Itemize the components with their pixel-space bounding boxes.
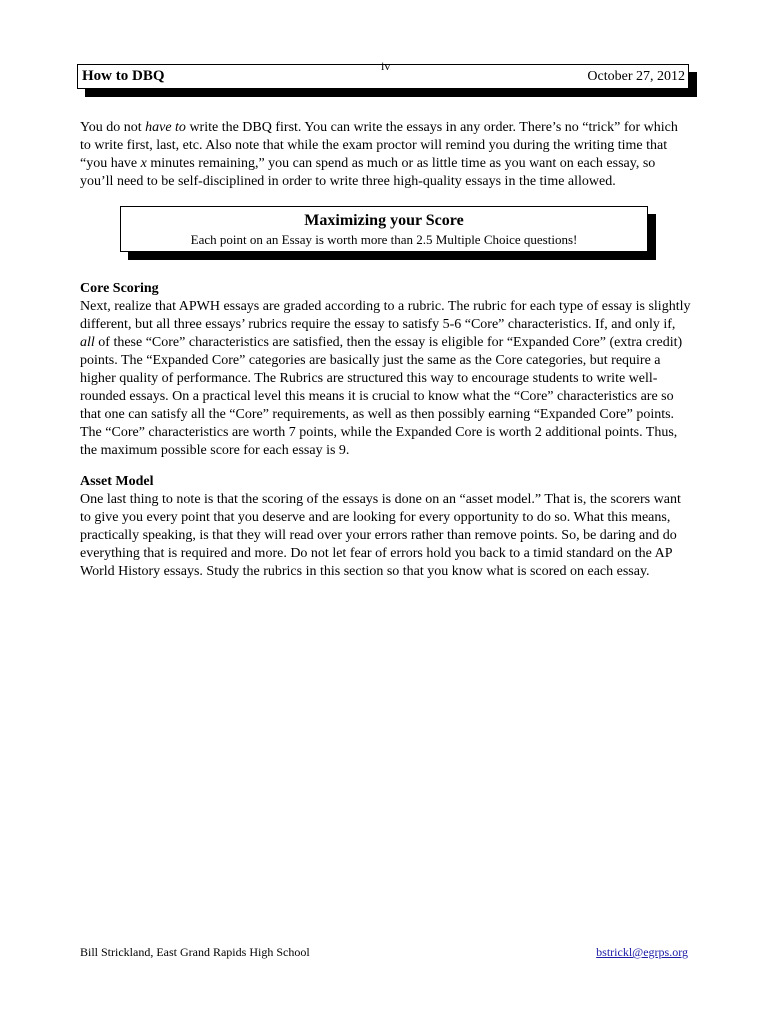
core-scoring-heading: Core Scoring [80,281,159,296]
intro-text-1: You do not [80,120,146,135]
page-header [77,59,689,89]
header-title: How to DBQ [82,68,165,84]
footer-email-link[interactable]: bstrickl@egrps.org [596,945,688,959]
page-number: iv [381,59,391,73]
footer-author: Bill Strickland, East Grand Rapids High School [80,945,310,959]
callout-text: Each point on an Essay is worth more than 2.5 Multiple Choice questions! [190,232,578,247]
intro-emphasis-2: x [140,156,147,171]
asset-model-heading: Asset Model [80,474,154,489]
intro-paragraph [80,119,692,191]
score-callout [120,206,648,252]
intro-text-3: minutes remaining,” you can spend as much or as little time as you want on each essay, so you’ll need to be self-disciplined in order to write three high-quality essays in the time allowed. [80,156,656,189]
intro-text-2: write the DBQ first. You can write the essays in any order. There’s no “trick” for which to write first, last, etc. Also note that while the exam proctor will remind you during the writing time that “you have [80,120,678,171]
asset-model-paragraph: One last thing to note is that the scoring of the essays is done on an “asset model.” That is, the scorers want to give you every point that you deserve and are looking for every opportunity to do so. What this means, practically speaking, is that they will read over your errors rather than remove points. So, be daring and do everything that is required and more. Do not let fear of errors hold you back to a timid standard on the AP World History essays. Study the rubrics in this section so that you know what is scored on each essay. [80,492,681,579]
core-text-2: of these “Core” characteristics are satisfied, then the essay is eligible for “Expanded Core” (extra credit) points. The “Expanded Core” categories are basically just the same as the Core categories, but require a higher quality of performance. The Rubrics are structured this way to encourage students to write well-rounded essays. On a practical level this means it is crucial to know what the “Core” characteristics are so that one can satisfy all the “Core” requirements, as well as then possibly earning “Expanded Core” points. The “Core” characteristics are worth 7 points, while the Expanded Core is worth 2 additional points. Thus, the maximum possible score for each essay is 9. [80,335,683,458]
core-emphasis: all [80,335,95,350]
callout-title: Maximizing your Score [304,212,464,229]
header-date: October 27, 2012 [587,69,685,84]
core-scoring-paragraph [80,298,692,460]
core-text-1: Next, realize that APWH essays are graded according to a rubric. The rubric for each type of essay is slightly different, but all three essays’ rubrics require the essay to satisfy 5-6 “Core” characteristics. If, and only if, [80,299,691,332]
callout-box [120,206,648,252]
intro-emphasis-1: have to [145,120,186,135]
header-box [77,59,689,89]
